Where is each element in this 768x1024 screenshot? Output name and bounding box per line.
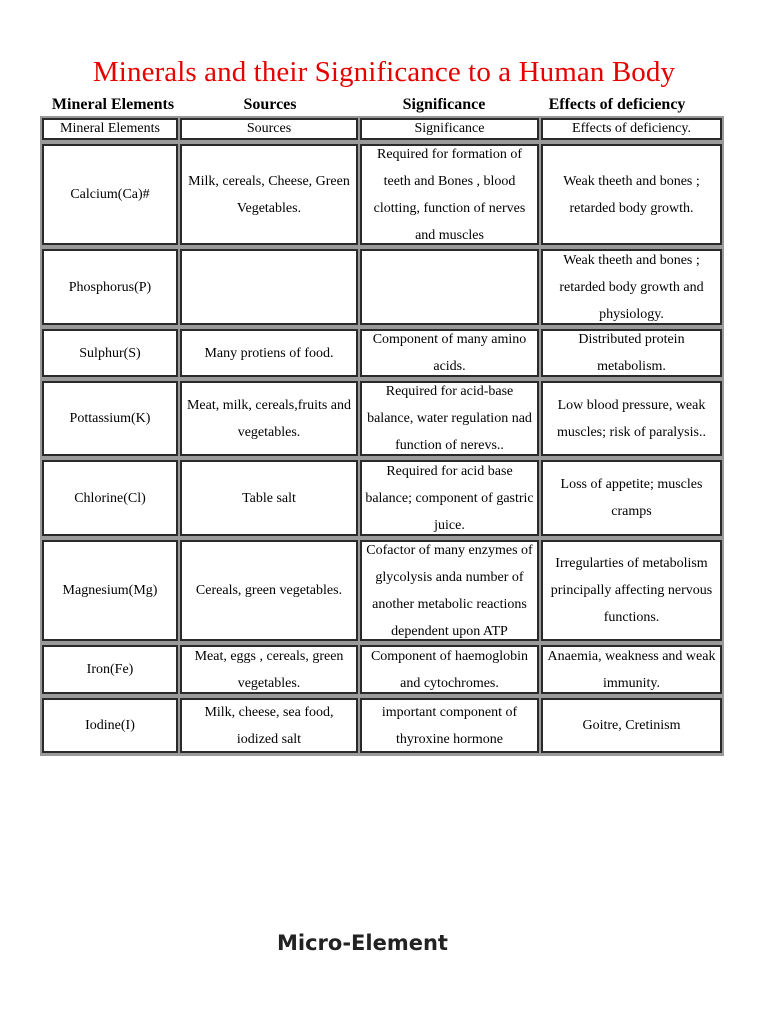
table-cell-sources: Milk, cheese, sea food, iodized salt (180, 698, 358, 753)
page-title: Minerals and their Significance to a Human Body (92, 56, 676, 88)
table-cell-deficiency: Weak theeth and bones ; retarded body growth. (541, 144, 722, 245)
table-cell-sources: Table salt (180, 460, 358, 536)
table-cell-mineral: Phosphorus(P) (42, 249, 178, 325)
table-cell-significance: Component of many amino acids. (360, 329, 539, 377)
table-cell-sources: Meat, eggs , cereals, green vegetables. (180, 645, 358, 694)
section-heading-micro-element: Micro-Element (277, 931, 448, 955)
table-cell-significance: important component of thyroxine hormone (360, 698, 539, 753)
minerals-table (40, 116, 724, 756)
column-heading-sources: Sources (243, 96, 297, 113)
header-cell-mineral-elements: Mineral Elements (42, 118, 178, 140)
table-cell-mineral: Magnesium(Mg) (42, 540, 178, 641)
table-cell-mineral: Calcium(Ca)# (42, 144, 178, 245)
table-cell-significance: Required for formation of teeth and Bones , blood clotting, function of nerves and muscles (360, 144, 539, 245)
table-cell-sources: Many protiens of food. (180, 329, 358, 377)
header-cell-effects-of-deficiency: Effects of deficiency. (541, 118, 722, 140)
table-cell-deficiency: Low blood pressure, weak muscles; risk of paralysis.. (541, 381, 722, 456)
table-cell-sources (180, 249, 358, 325)
table-cell-mineral: Iron(Fe) (42, 645, 178, 694)
table-cell-sources: Meat, milk, cereals,fruits and vegetables. (180, 381, 358, 456)
header-cell-significance: Significance (360, 118, 539, 140)
column-heading-effects-of-deficiency: Effects of deficiency (548, 96, 686, 113)
table-cell-significance: Cofactor of many enzymes of glycolysis anda number of another metabolic reactions dependent upon ATP (360, 540, 539, 641)
table-cell-deficiency: Distributed protein metabolism. (541, 329, 722, 377)
table-cell-sources: Cereals, green vegetables. (180, 540, 358, 641)
table-cell-deficiency: Irregularties of metabolism principally affecting nervous functions. (541, 540, 722, 641)
table-cell-mineral: Sulphur(S) (42, 329, 178, 377)
table-cell-mineral: Pottassium(K) (42, 381, 178, 456)
table-cell-deficiency: Goitre, Cretinism (541, 698, 722, 753)
column-heading-mineral-elements: Mineral Elements (51, 96, 175, 113)
header-cell-sources: Sources (180, 118, 358, 140)
table-cell-significance (360, 249, 539, 325)
table-cell-sources: Milk, cereals, Cheese, Green Vegetables. (180, 144, 358, 245)
table-cell-significance: Required for acid-base balance, water regulation nad function of nerevs.. (360, 381, 539, 456)
column-heading-significance: Significance (402, 96, 486, 113)
table-cell-deficiency: Weak theeth and bones ; retarded body growth and physiology. (541, 249, 722, 325)
table-cell-deficiency: Anaemia, weakness and weak immunity. (541, 645, 722, 694)
table-cell-significance: Component of haemoglobin and cytochromes. (360, 645, 539, 694)
table-cell-mineral: Chlorine(Cl) (42, 460, 178, 536)
table-cell-mineral: Iodine(I) (42, 698, 178, 753)
table-cell-significance: Required for acid base balance; component of gastric juice. (360, 460, 539, 536)
table-cell-deficiency: Loss of appetite; muscles cramps (541, 460, 722, 536)
